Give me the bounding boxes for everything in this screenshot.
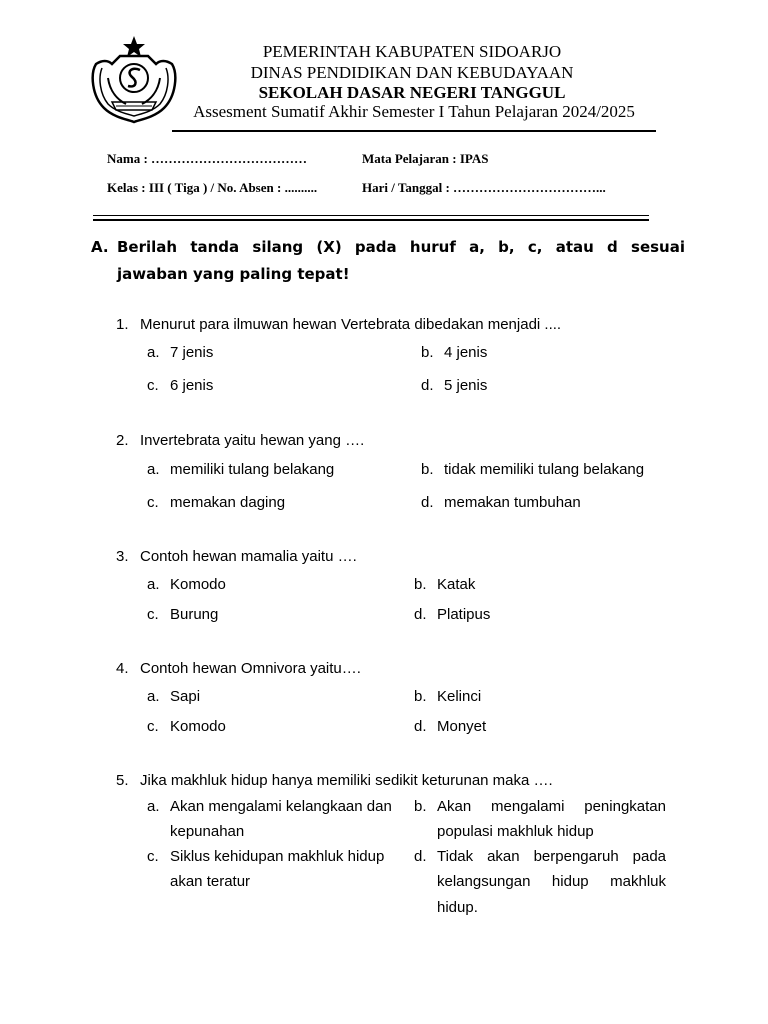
nama-field: Nama : ……………………………… <box>107 151 308 166</box>
exam-title: Assesment Sumatif Akhir Semester I Tahun Pelajaran 2024/2025 <box>193 102 635 121</box>
option-d-line1: Tidak akan berpengaruh pada <box>437 848 666 865</box>
option-letter: a. <box>147 688 160 705</box>
option-b: tidak memiliki tulang belakang <box>444 461 645 478</box>
option-letter: d. <box>414 718 427 735</box>
option-b: Kelinci <box>437 688 482 705</box>
question-number: 1. <box>116 316 129 333</box>
option-a-line2: kepunahan <box>170 823 245 840</box>
subject-field: Mata Pelajaran : IPAS <box>362 151 489 166</box>
option-letter: c. <box>147 494 159 511</box>
option-letter: a. <box>147 576 160 593</box>
question-text: Menurut para ilmuwan hewan Vertebrata dibedakan menjadi .... <box>140 316 562 333</box>
question-number: 5. <box>116 772 129 789</box>
option-letter: a. <box>147 461 160 478</box>
school-name: SEKOLAH DASAR NEGERI TANGGUL <box>258 83 566 102</box>
option-d: memakan tumbuhan <box>444 494 581 511</box>
section-instruction-line1: Berilah tanda silang (X) pada huruf a, b, c, atau d sesuai <box>117 238 685 256</box>
option-a-line1: Akan mengalami kelangkaan dan <box>170 798 392 815</box>
kelas-field: Kelas : III ( Tiga ) / No. Absen : .......... <box>107 180 318 195</box>
option-d-line3: hidup. <box>437 899 478 916</box>
department-title: DINAS PENDIDIKAN DAN KEBUDAYAAN <box>250 63 574 82</box>
option-c: 6 jenis <box>170 377 214 394</box>
option-c: Komodo <box>170 718 226 735</box>
option-d: Platipus <box>437 606 491 623</box>
option-c-line1: Siklus kehidupan makhluk hidup <box>170 848 385 865</box>
option-c: Burung <box>170 606 219 623</box>
sidoarjo-emblem-logo <box>86 34 182 124</box>
question-number: 4. <box>116 660 129 677</box>
section-instruction-line2: jawaban yang paling tepat! <box>117 265 350 283</box>
question-text: Jika makhluk hidup hanya memiliki sedikit keturunan maka …. <box>140 772 553 789</box>
option-d: 5 jenis <box>444 377 488 394</box>
option-letter: d. <box>414 606 427 623</box>
option-a: 7 jenis <box>170 344 214 361</box>
option-b-line1: Akan mengalami peningkatan <box>437 798 666 815</box>
info-divider-bottom <box>93 219 649 221</box>
option-a: Sapi <box>170 688 201 705</box>
question-text: Contoh hewan mamalia yaitu …. <box>140 548 357 565</box>
option-letter: b. <box>414 798 427 815</box>
option-a: memiliki tulang belakang <box>170 461 335 478</box>
info-divider-top <box>93 215 649 216</box>
option-c: memakan daging <box>170 494 286 511</box>
option-b-line2: populasi makhluk hidup <box>437 823 594 840</box>
question-text: Contoh hewan Omnivora yaitu…. <box>140 660 361 677</box>
question-number: 3. <box>116 548 129 565</box>
government-title: PEMERINTAH KABUPATEN SIDOARJO <box>262 42 562 61</box>
option-c-line2: akan teratur <box>170 873 251 890</box>
option-letter: d. <box>421 377 434 394</box>
option-b: 4 jenis <box>444 344 488 361</box>
option-letter: b. <box>421 461 434 478</box>
question-text: Invertebrata yaitu hewan yang …. <box>140 432 365 449</box>
option-letter: b. <box>414 576 427 593</box>
option-b: Katak <box>437 576 476 593</box>
option-letter: c. <box>147 606 159 623</box>
option-letter: c. <box>147 377 159 394</box>
option-letter: d. <box>421 494 434 511</box>
header-divider <box>172 130 656 132</box>
option-d-line2: kelangsungan hidup makhluk <box>437 873 666 890</box>
option-letter: c. <box>147 848 159 865</box>
option-letter: b. <box>421 344 434 361</box>
option-a: Komodo <box>170 576 226 593</box>
option-d: Monyet <box>437 718 487 735</box>
question-number: 2. <box>116 432 129 449</box>
option-letter: d. <box>414 848 427 865</box>
option-letter: a. <box>147 798 160 815</box>
option-letter: c. <box>147 718 159 735</box>
option-letter: b. <box>414 688 427 705</box>
date-field: Hari / Tanggal : ……………………………... <box>362 180 606 195</box>
section-letter: A. <box>91 238 109 256</box>
option-letter: a. <box>147 344 160 361</box>
